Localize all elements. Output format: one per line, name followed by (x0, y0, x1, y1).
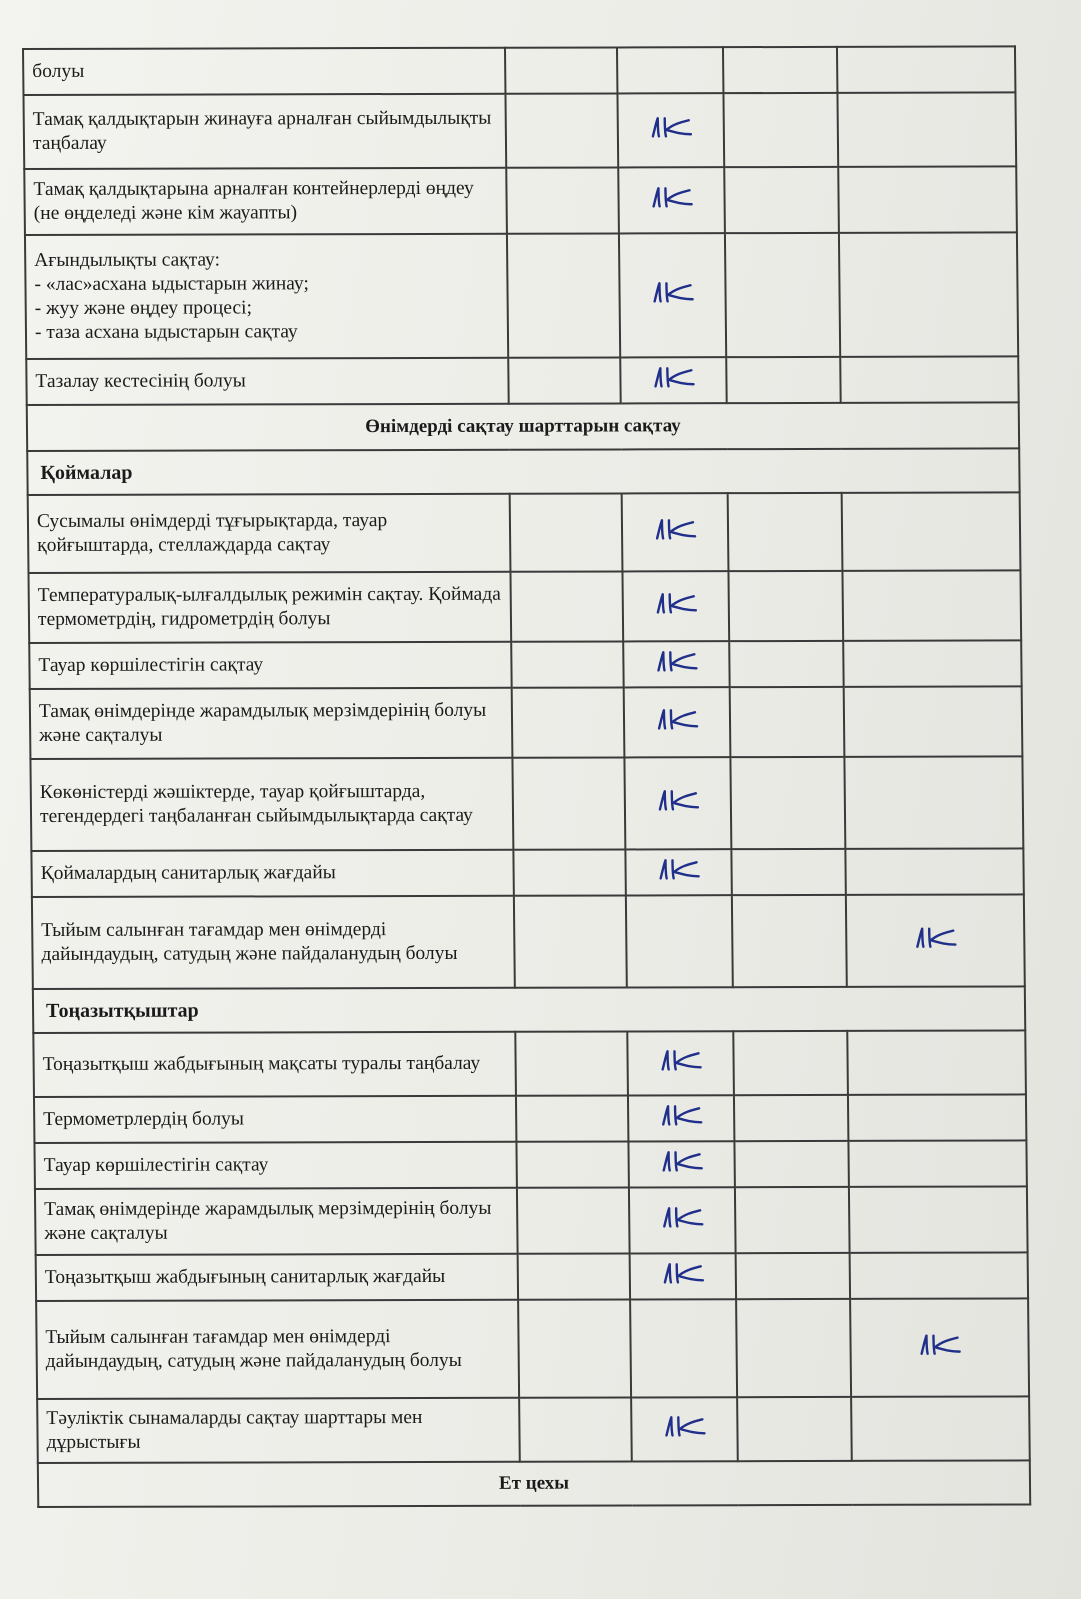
mark-cell-col-2 (620, 357, 726, 403)
mark-cell-col-1 (516, 1141, 628, 1187)
mark-cell-col-2 (622, 493, 729, 571)
handwritten-mark (656, 787, 700, 813)
mark-cell-col-1 (518, 1253, 630, 1299)
table-row (30, 756, 1023, 851)
mark-cell-col-2 (624, 687, 731, 757)
handwritten-mark-icon (650, 279, 694, 305)
handwritten-mark (654, 648, 698, 674)
mark-cell-col-2 (628, 1095, 734, 1141)
mark-cell-col-3 (730, 687, 845, 757)
checklist-item-text: Тыйым салынған тағамдар мен өнімдерді дайындаудың, сатудың және пайдаланудың болуы (32, 896, 515, 989)
handwritten-mark-icon (654, 648, 698, 674)
table-row (36, 1298, 1029, 1399)
table-row (32, 894, 1025, 989)
mark-cell-col-1 (510, 571, 623, 641)
mark-cell-col-4 (845, 848, 1023, 894)
mark-cell-col-2 (630, 1253, 736, 1299)
handwritten-mark (661, 1260, 705, 1286)
table-row (28, 492, 1021, 573)
mark-cell-col-3 (737, 1397, 852, 1461)
mark-cell-col-2 (628, 1141, 734, 1187)
mark-cell-col-3 (732, 895, 847, 987)
mark-cell-col-1 (506, 167, 619, 233)
handwritten-mark-icon (656, 856, 700, 882)
mark-cell-col-4 (838, 166, 1017, 232)
checklist-item-text (25, 234, 508, 359)
handwritten-mark-icon (660, 1204, 704, 1230)
table-row (28, 570, 1021, 643)
mark-cell-col-3 (726, 357, 840, 403)
checklist-item-text: Сусымалы өнімдерді тұғырықтарда, тауар қойғыштарда, стеллаждарда сақтау (28, 494, 511, 573)
handwritten-mark-icon (917, 1332, 961, 1358)
table-row (37, 1396, 1030, 1463)
mark-cell-col-1 (505, 47, 617, 93)
section-title: Өнімдерді сақтау шарттарын сақтау (27, 402, 1019, 451)
mark-cell-col-4 (839, 232, 1018, 356)
subsection-header-row (33, 986, 1025, 1033)
checklist-item-text: болуы (23, 48, 505, 95)
mark-cell-col-1 (512, 757, 625, 849)
mark-cell-col-1 (514, 895, 627, 987)
mark-cell-col-1 (508, 357, 620, 403)
mark-cell-col-2 (617, 93, 724, 167)
mark-cell-col-3 (725, 233, 840, 357)
mark-cell-col-1 (512, 687, 625, 757)
mark-cell-col-3 (734, 1141, 848, 1187)
handwritten-mark-icon (913, 925, 957, 951)
checklist-item-text: Көкөністерді жәшіктерде, тауар қойғыштарда, тегендердегі таңбаланған сыйымдылықтарда сақтау (30, 758, 513, 851)
table-row (31, 848, 1023, 897)
handwritten-mark (662, 1413, 706, 1439)
handwritten-mark (650, 279, 694, 305)
subsection-title: Тоңазытқыштар (33, 986, 1025, 1033)
handwritten-mark-icon (649, 184, 693, 210)
handwritten-mark (649, 184, 693, 210)
mark-cell-col-4 (850, 1298, 1029, 1396)
mark-cell-col-4 (842, 570, 1021, 640)
mark-cell-col-2 (627, 1031, 734, 1095)
table-row (34, 1094, 1026, 1143)
inspection-checklist-table (22, 45, 1031, 1508)
mark-cell-col-2 (622, 571, 729, 641)
mark-cell-col-3 (728, 571, 843, 641)
handwritten-mark (917, 1332, 961, 1358)
checklist-item-line: Ағындылықты сақтау: (34, 249, 221, 271)
table-row (33, 1030, 1026, 1097)
mark-cell-col-4 (851, 1396, 1030, 1460)
mark-cell-col-4 (844, 756, 1023, 848)
mark-cell-col-1 (517, 1187, 630, 1253)
mark-cell-col-1 (513, 849, 625, 895)
checklist-item-text: Тамақ қалдықтарына арналған контейнерлерді өңдеу (не өңделеді және кім жауапты) (24, 168, 507, 235)
table-row (29, 640, 1021, 689)
handwritten-mark-icon (658, 1047, 702, 1073)
handwritten-mark-icon (654, 590, 698, 616)
mark-cell-col-1 (519, 1397, 632, 1461)
mark-cell-col-4 (837, 46, 1015, 92)
mark-cell-col-4 (846, 894, 1025, 986)
handwritten-mark (660, 1148, 704, 1174)
table-row (34, 1140, 1026, 1189)
mark-cell-col-2 (618, 167, 725, 233)
handwritten-mark-icon (653, 516, 697, 542)
mark-cell-col-3 (736, 1253, 850, 1299)
subsection-title: Қоймалар (27, 448, 1019, 495)
mark-cell-col-2 (626, 895, 733, 987)
mark-cell-col-4 (847, 1030, 1026, 1094)
mark-cell-col-2 (624, 757, 731, 849)
checklist-item-text: Тазалау кестесінің болуы (26, 358, 508, 405)
mark-cell-col-4 (837, 92, 1016, 166)
checklist-item-text: Температуралық-ылғалдылық режимін сақтау. Қоймада термометрдің, гидрометрдің болуы (28, 572, 511, 643)
checklist-item-text: Тамақ өнімдерінде жарамдылық мерзімдерінің болуы және сақталуы (30, 688, 513, 759)
handwritten-mark (653, 516, 697, 542)
checklist-item-line: - «лас»асхана ыдыстарын жинау; (34, 273, 309, 295)
mark-cell-col-3 (723, 47, 837, 93)
handwritten-mark (651, 364, 695, 390)
mark-cell-col-4 (849, 1186, 1028, 1252)
handwritten-mark (660, 1204, 704, 1230)
table-row (23, 46, 1015, 95)
mark-cell-col-4 (843, 640, 1021, 686)
mark-cell-col-2 (617, 47, 723, 93)
mark-cell-col-3 (735, 1187, 850, 1253)
checklist-item-text: Тыйым салынған тағамдар мен өнімдерді дайындаудың, сатудың және пайдаланудың болуы (36, 1300, 519, 1399)
mark-cell-col-3 (730, 757, 845, 849)
mark-cell-col-3 (731, 849, 845, 895)
handwritten-mark (649, 114, 693, 140)
table-row (30, 686, 1023, 759)
mark-cell-col-2 (630, 1299, 737, 1397)
handwritten-mark-icon (651, 364, 695, 390)
handwritten-mark (654, 590, 698, 616)
section-title: Ет цехы (38, 1460, 1030, 1507)
mark-cell-col-3 (724, 167, 839, 233)
checklist-item-text: Тоңазытқыш жабдығының мақсаты туралы таңбалау (33, 1032, 516, 1097)
checklist-item-text: Тауар көршілестігін сақтау (34, 1142, 516, 1189)
handwritten-mark (658, 1047, 702, 1073)
checklist-item-text: Тамақ өнімдерінде жарамдылық мерзімдерінің болуы және сақталуы (35, 1188, 518, 1255)
handwritten-mark-icon (661, 1260, 705, 1286)
handwritten-mark (656, 856, 700, 882)
mark-cell-col-3 (723, 93, 838, 167)
mark-cell-col-3 (733, 1031, 848, 1095)
table-row (24, 166, 1017, 235)
table-row (36, 1252, 1028, 1301)
table-row (26, 356, 1018, 405)
checklist-item-line: - таза асхана ыдыстарын сақтау (34, 321, 298, 343)
mark-cell-col-1 (505, 93, 618, 167)
mark-cell-col-3 (734, 1095, 848, 1141)
mark-cell-col-1 (510, 493, 623, 571)
mark-cell-col-1 (511, 641, 623, 687)
checklist-item-text: Термометрлердің болуы (34, 1096, 516, 1143)
mark-cell-col-1 (518, 1299, 631, 1397)
table-row (35, 1186, 1028, 1255)
mark-cell-col-2 (623, 641, 729, 687)
section-header-row (38, 1460, 1030, 1507)
mark-cell-col-4 (842, 492, 1021, 570)
mark-cell-col-4 (848, 1094, 1026, 1140)
handwritten-mark-icon (656, 787, 700, 813)
mark-cell-col-4 (844, 686, 1023, 756)
section-header-row (27, 402, 1019, 451)
handwritten-mark (913, 925, 957, 951)
checklist-item-text: Тоңазытқыш жабдығының санитарлық жағдайы (36, 1254, 518, 1301)
mark-cell-col-3 (736, 1299, 851, 1397)
mark-cell-col-2 (625, 849, 731, 895)
mark-cell-col-4 (840, 356, 1018, 402)
mark-cell-col-3 (729, 641, 843, 687)
mark-cell-col-2 (631, 1397, 738, 1461)
checklist-item-text: Тамақ қалдықтарын жинауға арналған сыйымдылықты таңбалау (23, 94, 506, 169)
mark-cell-col-1 (507, 233, 620, 357)
mark-cell-col-4 (848, 1140, 1026, 1186)
checklist-item-line: - жуу және өңдеу процесі; (34, 297, 253, 319)
checklist-item-text: Тауар көршілестігін сақтау (29, 642, 511, 689)
handwritten-mark-icon (659, 1102, 703, 1128)
mark-cell-col-2 (629, 1187, 736, 1253)
checklist-item-text: Қоймалардың санитарлық жағдайы (31, 850, 513, 897)
mark-cell-col-2 (619, 233, 726, 357)
mark-cell-col-1 (515, 1031, 628, 1095)
handwritten-mark-icon (649, 114, 693, 140)
subsection-header-row (27, 448, 1019, 495)
handwritten-mark-icon (662, 1413, 706, 1439)
mark-cell-col-3 (728, 493, 843, 571)
table-row (25, 232, 1018, 359)
mark-cell-col-1 (516, 1095, 628, 1141)
handwritten-mark-icon (655, 706, 699, 732)
handwritten-mark (659, 1102, 703, 1128)
handwritten-mark (655, 706, 699, 732)
handwritten-mark-icon (660, 1148, 704, 1174)
checklist-item-text: Тәуліктік сынамаларды сақтау шарттары мен дұрыстығы (37, 1398, 520, 1463)
table-row (23, 92, 1016, 169)
mark-cell-col-4 (850, 1252, 1028, 1298)
